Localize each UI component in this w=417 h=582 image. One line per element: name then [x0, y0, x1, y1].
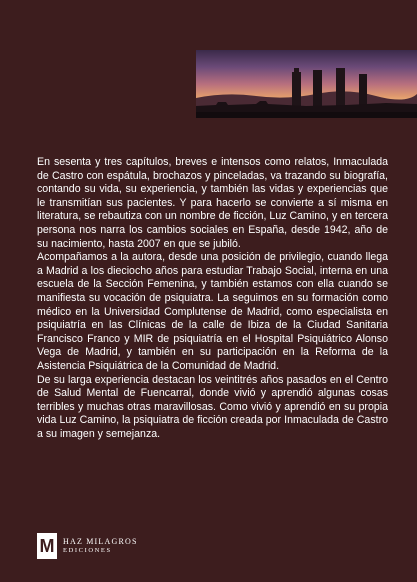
- publisher-name-line1: HAZ MILAGROS: [63, 537, 138, 546]
- publisher-name-line2: EDICIONES: [63, 547, 112, 554]
- skyline-illustration: [196, 50, 417, 118]
- back-cover-blurb: [37, 156, 388, 441]
- publisher-mark-icon: M: [37, 533, 57, 559]
- skyline-photo: [196, 50, 417, 118]
- blurb-paragraph: En sesenta y tres capítulos, breves e intensos como relatos, Inmaculada de Castro con espátula, brochazos y pinceladas, va trazando su biografía, contando su vida, su experiencia, y también las vidas y experiencias que le transmitían sus pacientes. Y para hacerlo se convierte a sí misma en literatura, se rebautiza con un nombre de ficción, Luz Camino, y en tercera persona nos narra los cambios sociales en España, desde 1942, año de su nacimiento, hasta 2007 en que se jubiló.: [37, 156, 388, 250]
- blurb-paragraph: De su larga experiencia destacan los veintitrés años pasados en el Centro de Salud Mental de Fuencarral, donde vivió y aprendió algunas cosas terribles y muchas otras maravillosas. Como vivió y aprendió en su propia vida Luz Camino, la psiquiatra de ficción creada por Inmaculada de Castro a su imagen y semejanza.: [37, 373, 388, 440]
- publisher-logo: [37, 530, 138, 562]
- publisher-name: [63, 537, 138, 555]
- blurb-paragraph: Acompañamos a la autora, desde una posición de privilegio, cuando llega a Madrid a los dieciocho años para estudiar Trabajo Social, interna en una escuela de la Sección Femenina, y también estamos con ella cuando se manifiesta su vocación de psiquiatra. La seguimos en su formación como médico en la Universidad Complutense de Madrid, como especialista en psiquiatría en las Clínicas de la calle de Ibiza de la Ciudad Sanitaria Francisco Franco y MIR de psiquiatría en el Hospital Psiquiátrico Alonso Vega de Madrid, y también en su participación en la Reforma de la Asistencia Psiquiátrica de la Comunidad de Madrid.: [37, 251, 388, 372]
